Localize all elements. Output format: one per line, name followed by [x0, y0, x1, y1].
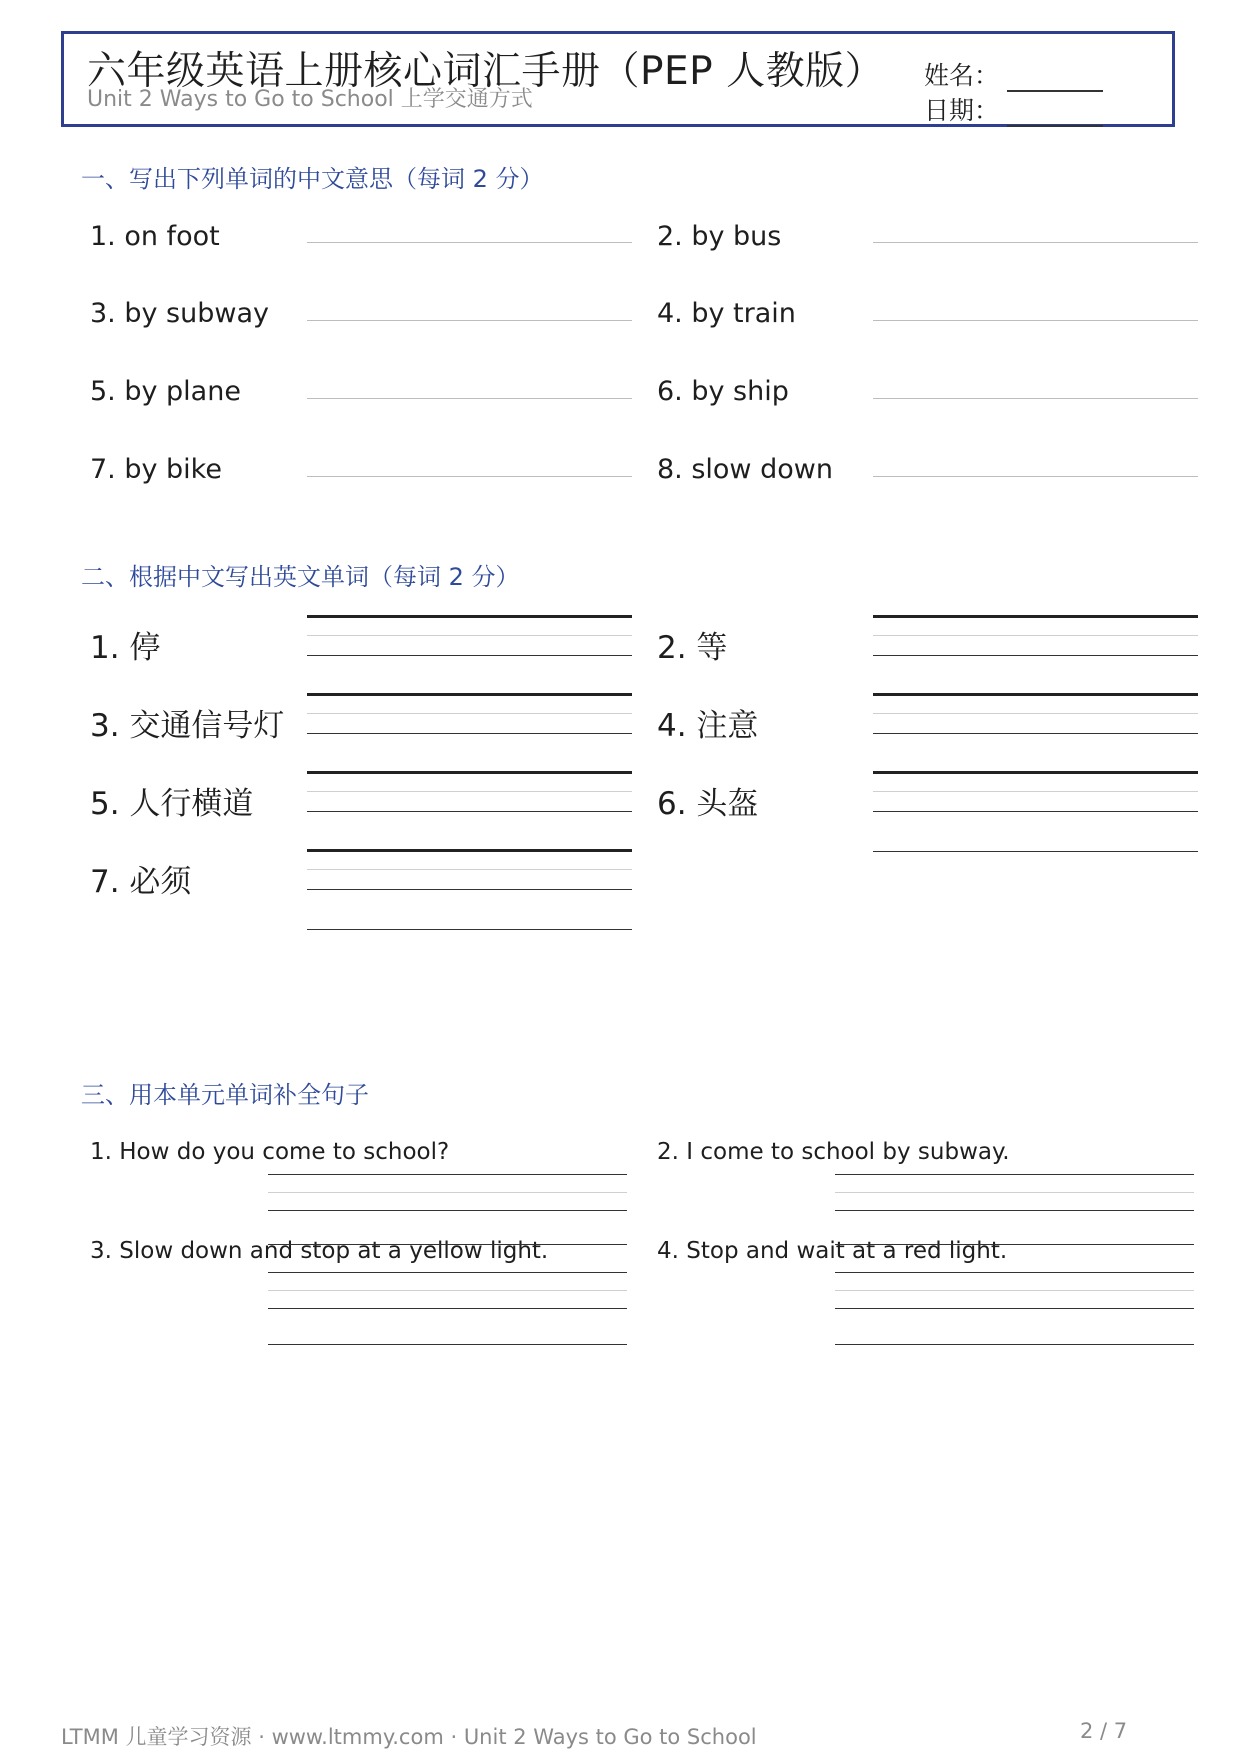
guide-line-mid — [873, 635, 1198, 636]
guide-line-top — [835, 1244, 1194, 1245]
list-item — [90, 700, 284, 745]
list-item — [657, 700, 758, 745]
list-item — [90, 376, 241, 407]
item-label: 1. on foot — [90, 221, 220, 252]
answer-line[interactable] — [873, 476, 1198, 477]
item-label: 4. 注意 — [657, 708, 759, 744]
guide-line-top — [307, 849, 632, 852]
section-3-title: 三、用本单元单词补全句子 — [81, 1081, 369, 1109]
item-label: 7. 必须 — [90, 864, 192, 900]
item-label: 2. 等 — [657, 630, 728, 666]
item-label: 8. slow down — [657, 454, 833, 485]
list-item — [657, 622, 727, 667]
guide-line-top — [873, 615, 1198, 618]
guide-line-top — [835, 1174, 1194, 1175]
answer-line[interactable] — [873, 242, 1198, 243]
footer-source: LTMM 儿童学习资源 · www.ltmmy.com · Unit 2 Ways to Go to School — [61, 1725, 757, 1749]
list-item — [90, 778, 253, 823]
item-label: 6. by ship — [657, 376, 789, 407]
sentence-text: 1. How do you come to school? — [90, 1139, 450, 1165]
guide-line-extra — [835, 1344, 1194, 1345]
guide-line-mid — [307, 791, 632, 792]
guide-line-base — [268, 1308, 627, 1309]
guide-line-extra — [268, 1344, 627, 1345]
guide-line-mid — [268, 1192, 627, 1193]
sentence-text: 2. I come to school by subway. — [657, 1139, 1010, 1165]
guide-line-top — [307, 615, 632, 618]
guide-line-mid — [307, 713, 632, 714]
section-2-title: 二、根据中文写出英文单词（每词 2 分） — [81, 563, 520, 591]
document-title: 六年级英语上册核心词汇手册（PEP 人教版） — [87, 49, 885, 94]
list-item — [90, 298, 269, 329]
guide-line-mid — [268, 1290, 627, 1291]
list-item — [90, 221, 220, 252]
date-field[interactable] — [924, 91, 1103, 127]
guide-line-base — [835, 1210, 1194, 1211]
list-item — [657, 376, 789, 407]
guide-line-base — [835, 1272, 1194, 1273]
item-label: 5. by plane — [90, 376, 241, 407]
item-label: 7. by bike — [90, 454, 222, 485]
name-blank[interactable] — [1007, 66, 1103, 92]
sentence-text: 4. Stop and wait at a red light. — [657, 1238, 1008, 1264]
header-box — [61, 31, 1175, 127]
guide-line-base — [268, 1272, 627, 1273]
item-label: 6. 头盔 — [657, 786, 759, 822]
item-label: 5. 人行横道 — [90, 786, 254, 822]
guide-line-mid — [307, 869, 632, 870]
guide-line-top — [268, 1174, 627, 1175]
guide-line-extra — [873, 851, 1198, 852]
guide-line-base — [835, 1308, 1194, 1309]
guide-line-mid — [873, 713, 1198, 714]
list-item — [90, 622, 160, 667]
guide-line-top — [268, 1244, 627, 1245]
answer-line[interactable] — [307, 476, 632, 477]
list-item — [657, 298, 796, 329]
name-field[interactable] — [924, 56, 1103, 92]
guide-line-base — [268, 1210, 627, 1211]
page-number: 2 / 7 — [1080, 1719, 1128, 1743]
list-item — [90, 454, 222, 485]
item-label: 3. by subway — [90, 298, 269, 329]
item-label: 3. 交通信号灯 — [90, 708, 285, 744]
sentence-text: 3. Slow down and stop at a yellow light. — [90, 1238, 549, 1264]
sentence-item — [90, 1238, 548, 1264]
list-item — [657, 454, 833, 485]
section-1-title: 一、写出下列单词的中文意思（每词 2 分） — [81, 165, 544, 193]
guide-line-top — [307, 693, 632, 696]
sentence-item — [657, 1238, 1007, 1264]
guide-line-base — [307, 655, 632, 656]
guide-line-extra — [307, 929, 632, 930]
unit-subtitle: Unit 2 Ways to Go to School 上学交通方式 — [87, 87, 533, 112]
guide-line-top — [873, 771, 1198, 774]
guide-line-base — [307, 889, 632, 890]
sentence-item — [657, 1139, 1010, 1165]
list-item — [657, 221, 781, 252]
guide-line-base — [307, 733, 632, 734]
item-label: 2. by bus — [657, 221, 782, 252]
guide-line-base — [307, 811, 632, 812]
answer-line[interactable] — [873, 398, 1198, 399]
guide-line-base — [873, 733, 1198, 734]
date-blank[interactable] — [1007, 101, 1103, 127]
list-item — [657, 778, 758, 823]
sentence-item — [90, 1139, 449, 1165]
guide-line-top — [307, 771, 632, 774]
guide-line-base — [873, 811, 1198, 812]
guide-line-base — [873, 655, 1198, 656]
date-label: 日期： — [924, 96, 1000, 125]
name-label: 姓名： — [924, 61, 1000, 90]
item-label: 1. 停 — [90, 630, 161, 666]
guide-line-top — [873, 693, 1198, 696]
item-label: 4. by train — [657, 298, 796, 329]
guide-line-mid — [835, 1290, 1194, 1291]
list-item — [90, 856, 191, 901]
guide-line-mid — [835, 1192, 1194, 1193]
answer-line[interactable] — [873, 320, 1198, 321]
answer-line[interactable] — [307, 398, 632, 399]
guide-line-mid — [873, 791, 1198, 792]
guide-line-mid — [307, 635, 632, 636]
answer-line[interactable] — [307, 242, 632, 243]
answer-line[interactable] — [307, 320, 632, 321]
